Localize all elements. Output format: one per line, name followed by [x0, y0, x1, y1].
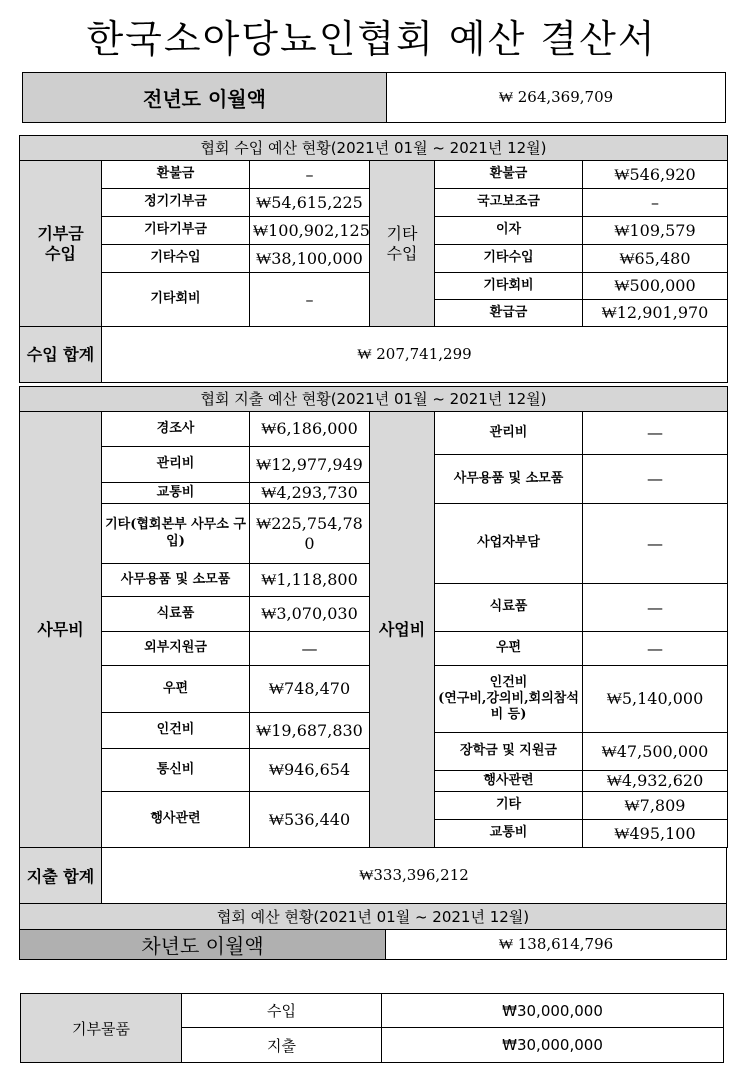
next-balance-value: ₩ 138,614,796 — [385, 929, 727, 960]
expense-right-value: — — [583, 412, 728, 455]
expense-left-group: 사무비 — [20, 412, 102, 848]
expense-right-value: ₩4,932,620 — [583, 771, 728, 792]
donation-expense-value: ₩30,000,000 — [381, 1027, 724, 1063]
expense-right-label: 인건비 (연구비,강의비,회의참석비 등) — [435, 666, 583, 733]
expense-right-split — [435, 792, 583, 848]
income-left-label: 기타수입 — [102, 245, 250, 273]
income-total-label: 수입 합계 — [20, 327, 102, 383]
income-left-value: ₩54,615,225 — [250, 189, 370, 217]
expense-left-value: ₩6,186,000 — [250, 412, 370, 447]
expense-right-label: 식료품 — [435, 584, 583, 632]
income-right-label: 이자 — [435, 217, 583, 245]
expense-right-label: 우편 — [435, 632, 583, 666]
expense-left-label: 외부지원금 — [102, 632, 250, 666]
income-right-value: ₩109,579 — [583, 217, 728, 245]
expense-left-value: ₩3,070,030 — [250, 597, 370, 632]
expense-left-label: 기타(협회본부 사무소 구입) — [102, 504, 250, 564]
income-left-value: ₩100,902,125 — [250, 217, 370, 245]
income-left-value: – — [250, 273, 370, 327]
page-title: 한국소아당뇨인협회 예산 결산서 — [86, 17, 657, 61]
expense-left-label: 행사관련 — [102, 792, 250, 848]
expense-left-value: ₩12,977,949 — [250, 447, 370, 483]
expense-right-value: ₩5,140,000 — [583, 666, 728, 733]
expense-left-value: — — [250, 632, 370, 666]
expense-left-value: ₩748,470 — [250, 666, 370, 713]
income-left-value: – — [250, 161, 370, 189]
expense-header: 협회 지출 예산 현황(2021년 01월 ~ 2021년 12월) — [20, 387, 728, 412]
expense-right-label: 관리비 — [435, 412, 583, 455]
expense-left-label: 사무용품 및 소모품 — [102, 564, 250, 597]
donation-income-label: 수입 — [181, 993, 382, 1028]
income-right-value: ₩546,920 — [583, 161, 728, 189]
income-right-value: ₩500,000 — [583, 273, 728, 300]
expense-left-value: ₩19,687,830 — [250, 713, 370, 749]
income-right-value: ₩65,480 — [583, 245, 728, 273]
expense-table — [19, 386, 728, 848]
expense-left-label: 관리비 — [102, 447, 250, 483]
expense-left-value: ₩946,654 — [250, 749, 370, 792]
expense-right-group: 사업비 — [370, 412, 435, 848]
income-left-label: 환불금 — [102, 161, 250, 189]
income-left-group: 기부금 수입 — [20, 161, 102, 327]
expense-right-value: — — [583, 632, 728, 666]
expense-left-value: ₩536,440 — [250, 792, 370, 848]
prev-balance-label: 전년도 이월액 — [22, 72, 387, 123]
income-right-label: 국고보조금 — [435, 189, 583, 217]
expense-left-label: 교통비 — [102, 483, 250, 504]
expense-right-value: ₩47,500,000 — [583, 733, 728, 771]
income-left-value: ₩38,100,000 — [250, 245, 370, 273]
income-right-label: 기타회비 — [435, 273, 583, 300]
donation-expense-label: 지출 — [181, 1027, 382, 1063]
expense-right-label: 행사관련 — [435, 771, 583, 792]
expense-left-label: 인건비 — [102, 713, 250, 749]
prev-balance-value: ₩ 264,369,709 — [386, 72, 726, 123]
donation-income-value: ₩30,000,000 — [381, 993, 724, 1028]
expense-right-value: ₩7,809 — [583, 792, 727, 820]
next-balance-label: 차년도 이월액 — [19, 929, 386, 960]
expense-total-value: ₩333,396,212 — [101, 847, 727, 904]
expense-left-label: 식료품 — [102, 597, 250, 632]
income-left-label: 기타회비 — [102, 273, 250, 327]
expense-right-value: — — [583, 504, 728, 584]
income-left-label: 정기기부금 — [102, 189, 250, 217]
income-right-group: 기타 수입 — [370, 161, 435, 327]
income-right-label: 기타수입 — [435, 245, 583, 273]
expense-total-label: 지출 합계 — [19, 847, 102, 904]
income-right-value: ₩12,901,970 — [583, 300, 728, 327]
income-right-value: – — [583, 189, 728, 217]
expense-right-value: — — [583, 455, 728, 504]
expense-right-value: ₩495,100 — [614, 823, 696, 843]
expense-right-label: 사무용품 및 소모품 — [435, 455, 583, 504]
income-header: 협회 수입 예산 현황(2021년 01월 ~ 2021년 12월) — [20, 136, 728, 161]
expense-right-label: 사업자부담 — [435, 504, 583, 584]
income-total-value: ₩ 207,741,299 — [102, 327, 728, 383]
expense-left-label: 우편 — [102, 666, 250, 713]
donation-goods-label: 기부물품 — [20, 993, 182, 1063]
expense-left-value: ₩1,118,800 — [250, 564, 370, 597]
income-left-label: 기타기부금 — [102, 217, 250, 245]
expense-right-split — [583, 792, 728, 848]
expense-left-label: 통신비 — [102, 749, 250, 792]
expense-left-value: ₩225,754,780 — [250, 504, 370, 564]
income-right-label: 환불금 — [435, 161, 583, 189]
expense-right-label: 기타 — [435, 792, 582, 820]
income-table — [19, 135, 728, 383]
budget-header: 협회 예산 현황(2021년 01월 ~ 2021년 12월) — [19, 903, 727, 930]
expense-right-value: — — [583, 584, 728, 632]
expense-right-label: 교통비 — [489, 825, 528, 841]
expense-left-value: ₩4,293,730 — [250, 483, 370, 504]
income-right-label: 환급금 — [435, 300, 583, 327]
expense-right-label: 장학금 및 지원금 — [435, 733, 583, 771]
expense-left-label: 경조사 — [102, 412, 250, 447]
